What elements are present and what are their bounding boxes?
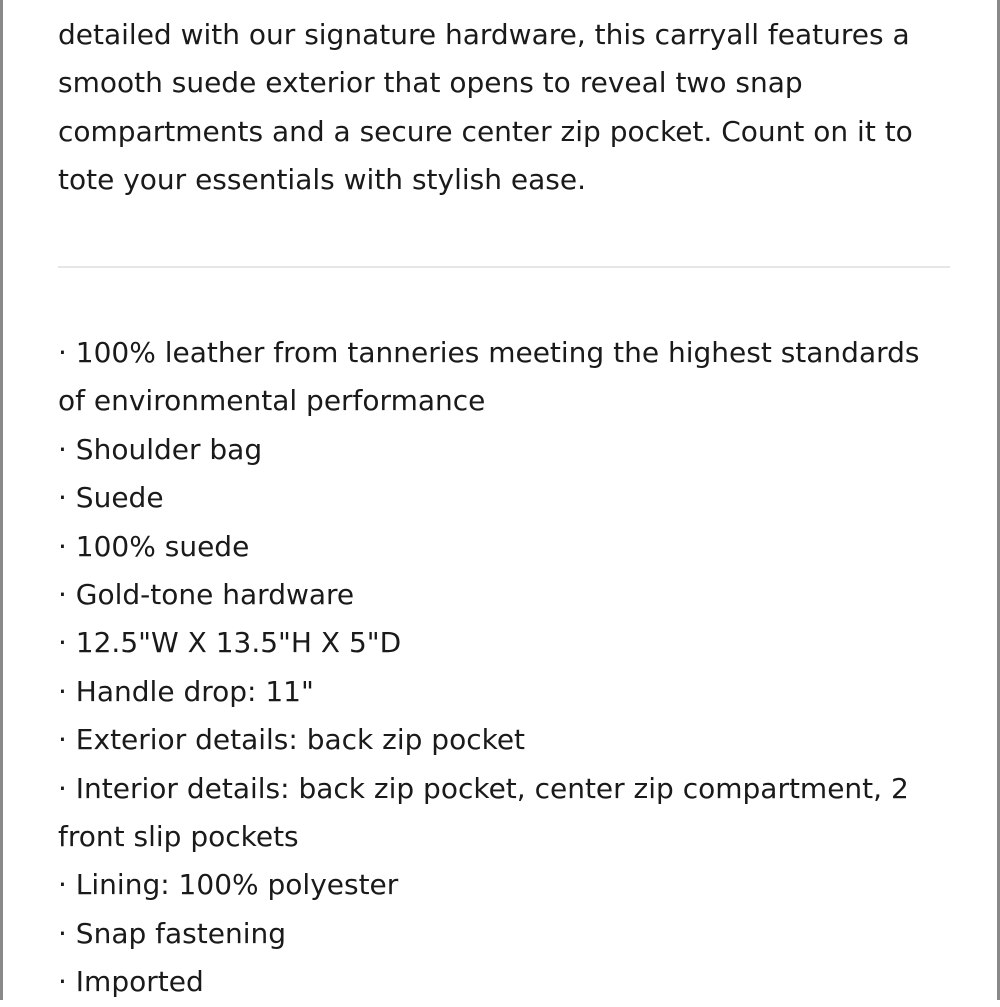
- details-list-item: · 100% leather from tanneries meeting the highest standards of environmental performance: [58, 336, 920, 418]
- section-divider: [58, 266, 950, 268]
- details-list-item: · Shoulder bag: [58, 432, 263, 466]
- details-list-item: · Snap fastening: [58, 916, 287, 950]
- details-list-item: · Suede: [58, 481, 164, 515]
- details-list: [58, 329, 950, 1007]
- details-list-item: · 100% suede: [58, 529, 250, 563]
- description-section: [58, 0, 950, 205]
- details-list-item: · Exterior details: back zip pocket: [58, 723, 526, 757]
- product-description: detailed with our signature hardware, this carryall features a smooth suede exterior that opens to reveal two snap compartments and a secure center zip pocket. Count on it to tote your essentials with stylish ease.: [58, 18, 913, 197]
- details-list-item: · Imported: [58, 965, 204, 999]
- details-list-item: · Handle drop: 11": [58, 674, 314, 708]
- details-list-item: · Lining: 100% polyester: [58, 868, 399, 902]
- details-list-item: · Interior details: back zip pocket, center zip compartment, 2 front slip pockets: [58, 771, 909, 854]
- details-list-item: · Gold-tone hardware: [58, 578, 355, 612]
- details-list-item: · 12.5"W X 13.5"H X 5"D: [58, 626, 402, 660]
